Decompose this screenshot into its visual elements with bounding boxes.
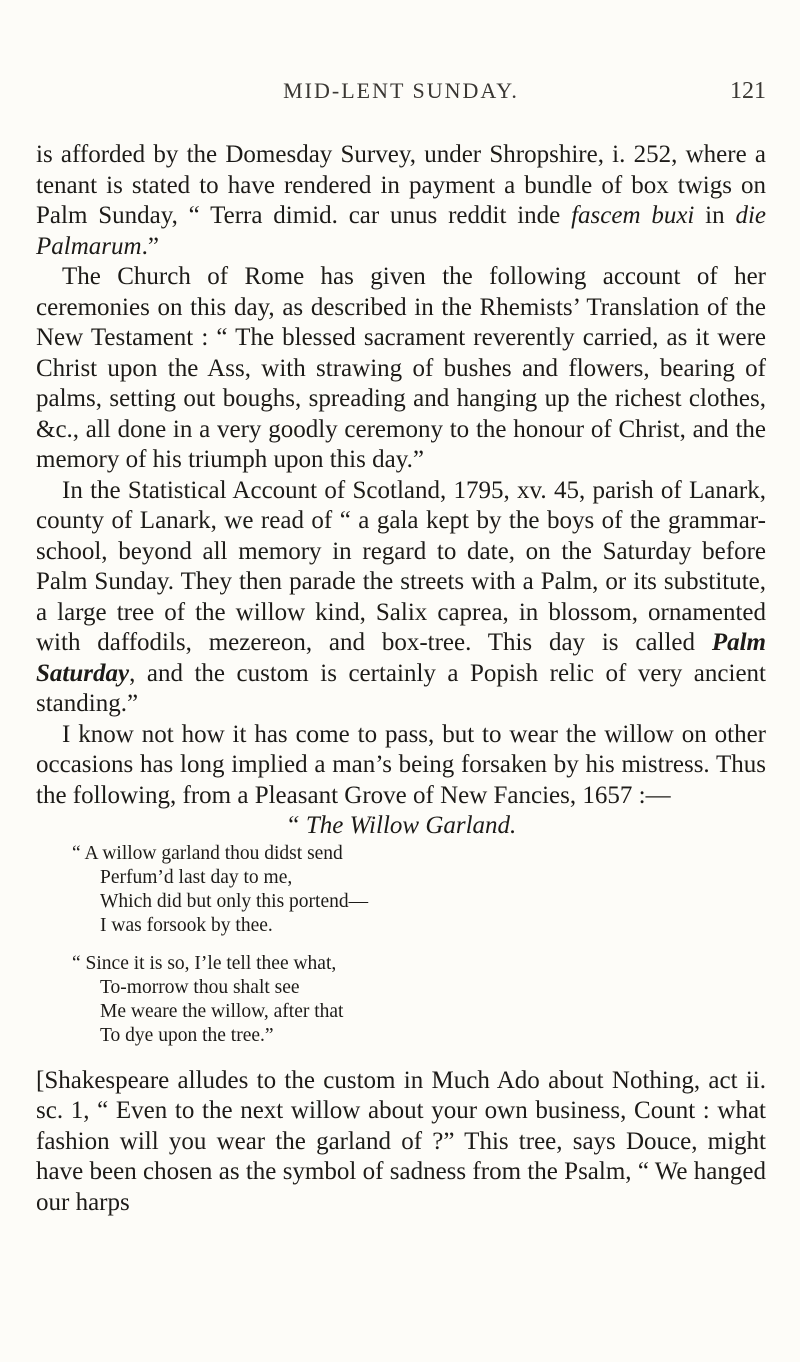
poem-line: “ A willow garland thou didst send <box>72 842 343 864</box>
paragraph-1-text-c: .” <box>141 232 159 260</box>
paragraph-1-text-a: is afforded by the Domesday Survey, under Shropshire, i. 252, where a tenant is stated to have rendered in payment a bundle of box twigs on Palm Sunday, “ Terra dimid. car unus reddit inde <box>36 141 766 229</box>
poem-title: “ The Willow Garland. <box>285 812 517 839</box>
running-head: MID-LENT SUNDAY. <box>283 78 519 103</box>
poem-line: Perfum’d last day to me, <box>100 866 293 888</box>
page-header <box>36 78 766 114</box>
paragraph-1-italic-1: fascem buxi <box>571 202 695 229</box>
paragraph-1-italic-2: die Palmarum <box>36 202 766 260</box>
paragraph-5: [Shakespeare alludes to the custom in Much Ado about Nothing, act ii. sc. 1, “ Even to the next willow about your own business, Count : what fashion will you wear the garland of ?” This tree, says Douce, might have been chosen as the symbol of sadness from the Psalm, “ We hanged our harps <box>36 1066 766 1216</box>
poem-stanza-2 <box>36 952 766 1048</box>
paragraph-3 <box>36 476 766 720</box>
poem-line: Which did but only this portend— <box>100 890 369 912</box>
poem-line: Me weare the willow, after that <box>100 1000 344 1022</box>
page-number: 121 <box>730 78 766 104</box>
paragraph-4: I know not how it has come to pass, but to wear the willow on other occasions has long implied a man’s being forsaken by his mistress. Thus the following, from a Pleasant Grove of New Fancies, 1657 :— <box>36 720 766 809</box>
paragraph-1-text-b: in <box>694 202 736 229</box>
paragraph-1 <box>36 140 766 262</box>
paragraph-3-emphasis: Palm Saturday <box>36 629 766 687</box>
poem-line: I was forsook by thee. <box>100 914 273 936</box>
paragraph-2: The Church of Rome has given the following account of her ceremonies on this day, as described in the Rhemists’ Translation of the New Testament : “ The blessed sacrament reverently carried, as it were Christ upon the Ass, with strawing of bushes and flowers, bearing of palms, setting out boughs, spreading and hanging up the richest clothes, &c., all done in a very goodly ceremony to the honour of Christ, and the memory of his triumph upon this day.” <box>36 263 766 473</box>
poem-line: To-morrow thou shalt see <box>100 976 300 998</box>
poem-line: To dye upon the tree.” <box>100 1024 274 1046</box>
poem-line: “ Since it is so, I’le tell thee what, <box>72 952 337 974</box>
poem-stanza-1 <box>36 842 766 938</box>
paragraph-3-text-a: In the Statistical Account of Scotland, 1795, xv. 45, parish of Lanark, county of Lanark, we read of “ a gala kept by the boys of the grammar-school, beyond all memory in regard to date, on the Saturday before Palm Sunday. They then parade the streets with a Palm, or its substitute, a large tree of the willow kind, Salix caprea, in blossom, ornamented with daffodils, mezereon, and box-tree. This day is called <box>36 476 766 656</box>
page-body <box>36 140 766 1218</box>
paragraph-3-text-b: , and the custom is certainly a Popish relic of very ancient standing.” <box>36 659 766 717</box>
